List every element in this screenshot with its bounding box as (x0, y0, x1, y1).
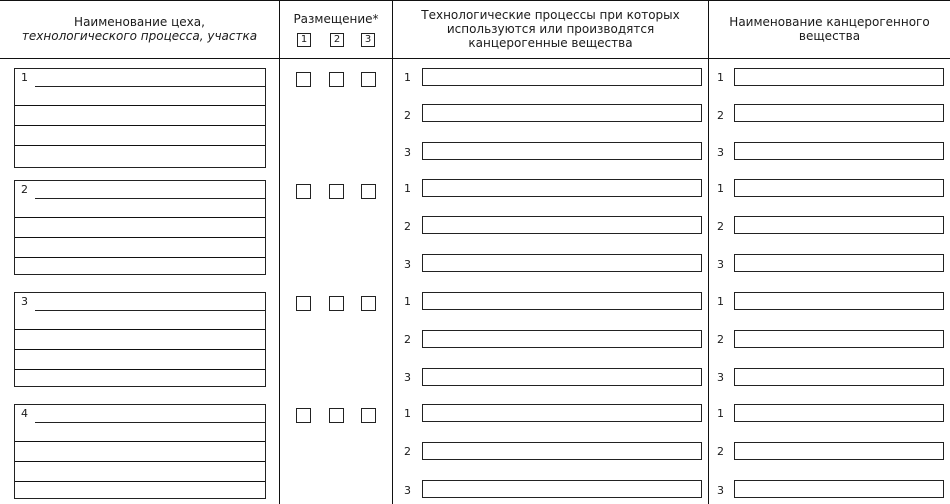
workshop-name-underline[interactable] (35, 422, 265, 423)
workshop-block-number: 4 (21, 407, 28, 420)
placement-checkbox-2[interactable] (329, 408, 344, 423)
workshop-row-divider (15, 217, 265, 218)
process-input[interactable] (422, 142, 702, 160)
process-number: 3 (404, 371, 411, 384)
header-substance (709, 15, 950, 43)
process-number: 3 (404, 484, 411, 497)
workshop-row-divider (15, 125, 265, 126)
process-number: 3 (404, 146, 411, 159)
placement-checkbox-3[interactable] (361, 72, 376, 87)
placement-checkbox-2[interactable] (329, 72, 344, 87)
substance-number: 1 (717, 182, 724, 195)
workshop-block-3 (14, 292, 266, 387)
column-divider-2 (392, 0, 393, 504)
process-input[interactable] (422, 480, 702, 498)
workshop-block-number: 3 (21, 295, 28, 308)
placement-checkbox-3[interactable] (361, 408, 376, 423)
header-workshop (0, 15, 279, 43)
workshop-row-divider (15, 369, 265, 370)
workshop-name-underline[interactable] (35, 198, 265, 199)
process-number: 1 (404, 182, 411, 195)
workshop-row-divider (15, 257, 265, 258)
placement-checkbox-1[interactable] (296, 184, 311, 199)
substance-input[interactable] (734, 68, 944, 86)
header-workshop-line1: Наименование цеха, (74, 15, 205, 29)
process-number: 2 (404, 109, 411, 122)
workshop-row-divider (15, 481, 265, 482)
header-placement-option-2: 2 (330, 33, 344, 47)
substance-number: 2 (717, 333, 724, 346)
workshop-row-divider (15, 349, 265, 350)
substance-input[interactable] (734, 368, 944, 386)
frame-top (0, 0, 950, 1)
placement-checkbox-1[interactable] (296, 408, 311, 423)
header-placement-option-1: 1 (297, 33, 311, 47)
process-input[interactable] (422, 254, 702, 272)
header-substance-line1: Наименование канцерогенного (729, 15, 930, 29)
process-number: 2 (404, 445, 411, 458)
header-processes-line1: Технологические процессы при которых (421, 8, 680, 22)
workshop-row-divider (15, 237, 265, 238)
process-input[interactable] (422, 404, 702, 422)
workshop-row-divider (15, 441, 265, 442)
substance-number: 1 (717, 295, 724, 308)
process-number: 1 (404, 295, 411, 308)
workshop-row-divider (15, 329, 265, 330)
process-input[interactable] (422, 104, 702, 122)
workshop-name-underline[interactable] (35, 310, 265, 311)
process-input[interactable] (422, 216, 702, 234)
substance-number: 1 (717, 407, 724, 420)
workshop-row-divider (15, 145, 265, 146)
placement-checkbox-3[interactable] (361, 296, 376, 311)
substance-number: 3 (717, 258, 724, 271)
substance-number: 3 (717, 146, 724, 159)
column-divider-1 (279, 0, 280, 504)
header-placement-option-3: 3 (361, 33, 375, 47)
process-number: 1 (404, 407, 411, 420)
substance-number: 3 (717, 371, 724, 384)
substance-number: 2 (717, 109, 724, 122)
process-input[interactable] (422, 442, 702, 460)
process-number: 2 (404, 220, 411, 233)
workshop-name-underline[interactable] (35, 86, 265, 87)
header-workshop-line2: технологического процесса, участка (21, 29, 258, 43)
header-substance-line2: вещества (798, 29, 861, 43)
substance-input[interactable] (734, 142, 944, 160)
process-input[interactable] (422, 368, 702, 386)
substance-input[interactable] (734, 254, 944, 272)
substance-input[interactable] (734, 404, 944, 422)
placement-checkbox-2[interactable] (329, 296, 344, 311)
substance-input[interactable] (734, 330, 944, 348)
substance-number: 3 (717, 484, 724, 497)
substance-number: 2 (717, 220, 724, 233)
substance-number: 2 (717, 445, 724, 458)
header-placement (280, 12, 392, 26)
process-number: 2 (404, 333, 411, 346)
substance-input[interactable] (734, 216, 944, 234)
header-bottom-line (0, 58, 950, 59)
process-input[interactable] (422, 330, 702, 348)
process-number: 3 (404, 258, 411, 271)
workshop-row-divider (15, 461, 265, 462)
header-placement-label: Размещение* (293, 12, 379, 26)
substance-input[interactable] (734, 104, 944, 122)
column-divider-3 (708, 0, 709, 504)
substance-input[interactable] (734, 292, 944, 310)
workshop-block-1 (14, 68, 266, 168)
placement-checkbox-1[interactable] (296, 72, 311, 87)
substance-input[interactable] (734, 480, 944, 498)
header-processes (393, 8, 708, 50)
process-input[interactable] (422, 179, 702, 197)
substance-number: 1 (717, 71, 724, 84)
placement-checkbox-3[interactable] (361, 184, 376, 199)
process-input[interactable] (422, 292, 702, 310)
process-input[interactable] (422, 68, 702, 86)
workshop-block-number: 2 (21, 183, 28, 196)
workshop-block-2 (14, 180, 266, 275)
workshop-block-4 (14, 404, 266, 499)
workshop-block-number: 1 (21, 71, 28, 84)
header-processes-line3: канцерогенные вещества (468, 36, 633, 50)
process-number: 1 (404, 71, 411, 84)
placement-checkbox-2[interactable] (329, 184, 344, 199)
workshop-row-divider (15, 105, 265, 106)
header-processes-line2: используются или производятся (446, 22, 655, 36)
substance-input[interactable] (734, 179, 944, 197)
substance-input[interactable] (734, 442, 944, 460)
placement-checkbox-1[interactable] (296, 296, 311, 311)
